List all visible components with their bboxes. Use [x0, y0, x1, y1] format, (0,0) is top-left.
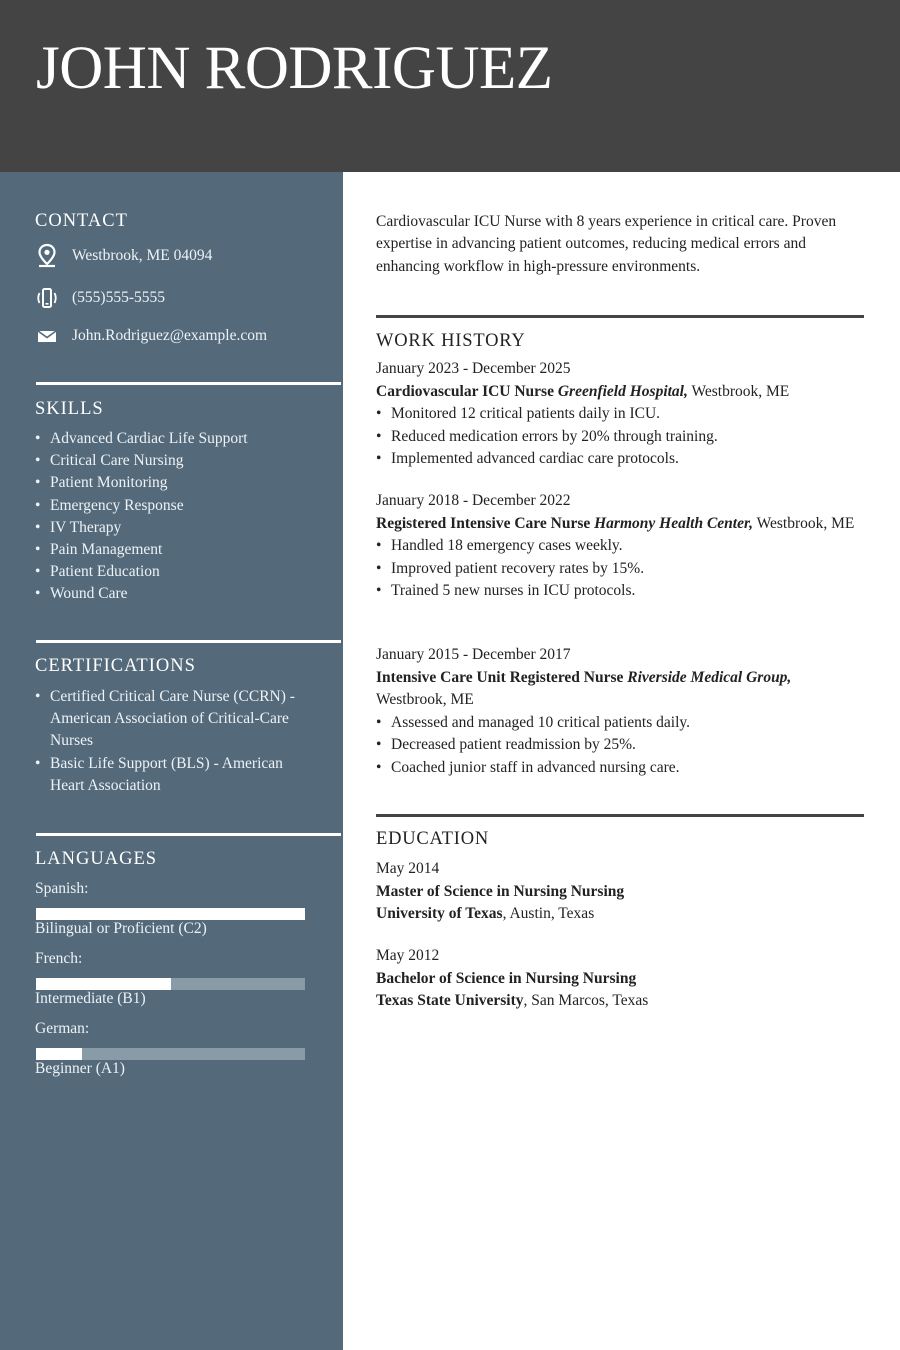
- job-employer: Riverside Medical Group,: [627, 668, 792, 686]
- education-location: , Austin, Texas: [502, 905, 595, 922]
- skill-item: • Advanced Cardiac Life Support: [35, 428, 248, 450]
- language-level-bar: [36, 908, 305, 920]
- job-bullet: • Handled 18 emergency cases weekly.: [376, 535, 864, 558]
- sidebar-divider: [36, 640, 341, 643]
- education-date: May 2012: [376, 947, 440, 964]
- language-level-fill: [36, 1048, 82, 1060]
- job-role: Intensive Care Unit Registered Nurse: [376, 668, 624, 686]
- skill-item: • Patient Education: [35, 561, 248, 583]
- education-school: University of Texas: [376, 905, 503, 922]
- contact-phone-text: (555)555-5555: [72, 289, 165, 306]
- job-bullet: • Coached junior staff in advanced nursing care.: [376, 757, 864, 780]
- language-level-fill: [36, 978, 171, 990]
- language-level: Beginner (A1): [35, 1060, 125, 1077]
- job-entry: [376, 358, 864, 471]
- job-bullet: • Improved patient recovery rates by 15%.: [376, 558, 864, 581]
- job-bullet: • Assessed and managed 10 critical patients daily.: [376, 712, 864, 735]
- job-employer: Harmony Health Center,: [594, 514, 754, 532]
- job-bullets: [376, 535, 864, 603]
- language-name: German:: [35, 1020, 90, 1037]
- certification-item: • Certified Critical Care Nurse (CCRN) - American Association of Critical-Care Nurses: [35, 686, 315, 753]
- languages-heading: LANGUAGES: [35, 849, 158, 869]
- education-date: May 2014: [376, 860, 440, 877]
- education-school-line: [376, 903, 864, 926]
- job-title-line: [376, 667, 864, 712]
- job-location: Westbrook, ME: [756, 514, 855, 532]
- sidebar-divider: [36, 382, 341, 385]
- language-name: French:: [35, 950, 83, 967]
- education-school: Texas State University: [376, 992, 524, 1009]
- envelope-icon: [35, 324, 59, 348]
- sidebar-divider: [36, 833, 341, 836]
- certifications-list: [35, 686, 315, 797]
- job-bullet: • Trained 5 new nurses in ICU protocols.: [376, 580, 864, 603]
- job-title-line: [376, 381, 864, 404]
- job-employer: Greenfield Hospital,: [557, 382, 688, 400]
- skill-item: • Critical Care Nursing: [35, 450, 248, 472]
- job-entry: [376, 490, 864, 603]
- skill-item: • Pain Management: [35, 539, 248, 561]
- job-location: Westbrook, ME: [691, 382, 790, 400]
- skills-list: [35, 428, 248, 606]
- contact-location: [35, 243, 212, 269]
- job-dates: January 2023 - December 2025: [376, 360, 571, 377]
- professional-summary: Cardiovascular ICU Nurse with 8 years experience in critical care. Proven expertise in advancing patient outcomes, reducing medical errors and enhancing workflow in high-pressure environments.: [376, 213, 837, 275]
- job-entry: [376, 644, 864, 779]
- job-bullet: • Decreased patient readmission by 25%.: [376, 734, 864, 757]
- language-level: Bilingual or Proficient (C2): [35, 920, 207, 937]
- contact-location-text: Westbrook, ME 04094: [72, 247, 213, 264]
- contact-email: [35, 323, 267, 349]
- education-entry: [376, 945, 864, 1013]
- section-divider: [376, 315, 864, 318]
- skill-item: • IV Therapy: [35, 517, 248, 539]
- skills-heading: SKILLS: [35, 399, 104, 419]
- skill-item: • Patient Monitoring: [35, 472, 248, 494]
- language-level-bar: [36, 1048, 305, 1060]
- job-bullet: • Reduced medication errors by 20% through training.: [376, 426, 864, 449]
- education-degree: Master of Science in Nursing Nursing: [376, 882, 625, 900]
- job-bullet: • Monitored 12 critical patients daily in ICU.: [376, 403, 864, 426]
- contact-heading: CONTACT: [35, 211, 128, 231]
- skill-item: • Emergency Response: [35, 495, 248, 517]
- job-role: Registered Intensive Care Nurse: [376, 514, 591, 532]
- education-school-line: [376, 990, 864, 1013]
- contact-phone: [35, 285, 165, 311]
- candidate-name: JOHN RODRIGUEZ: [36, 35, 553, 102]
- education-location: , San Marcos, Texas: [523, 992, 649, 1009]
- job-dates: January 2018 - December 2022: [376, 492, 571, 509]
- phone-icon: [35, 286, 59, 310]
- work-history-heading: WORK HISTORY: [376, 331, 526, 351]
- job-bullets: [376, 712, 864, 780]
- education-heading: EDUCATION: [376, 829, 490, 849]
- job-location: Westbrook, ME: [376, 691, 474, 708]
- contact-email-text: John.Rodriguez@example.com: [72, 327, 268, 344]
- education-degree: Bachelor of Science in Nursing Nursing: [376, 969, 637, 987]
- job-bullets: [376, 403, 864, 471]
- certifications-heading: CERTIFICATIONS: [35, 656, 196, 676]
- job-dates: January 2015 - December 2017: [376, 646, 571, 663]
- job-role: Cardiovascular ICU Nurse: [376, 382, 554, 400]
- job-title-line: [376, 513, 864, 536]
- certification-item: • Basic Life Support (BLS) - American Heart Association: [35, 753, 315, 797]
- language-level-fill: [36, 908, 305, 920]
- section-divider: [376, 814, 864, 817]
- skill-item: • Wound Care: [35, 583, 248, 605]
- location-pin-icon: [35, 244, 59, 268]
- header-banner: [0, 0, 900, 172]
- language-name: Spanish:: [35, 880, 89, 897]
- language-level: Intermediate (B1): [35, 990, 146, 1007]
- language-level-bar: [36, 978, 305, 990]
- job-bullet: • Implemented advanced cardiac care protocols.: [376, 448, 864, 471]
- education-entry: [376, 858, 864, 926]
